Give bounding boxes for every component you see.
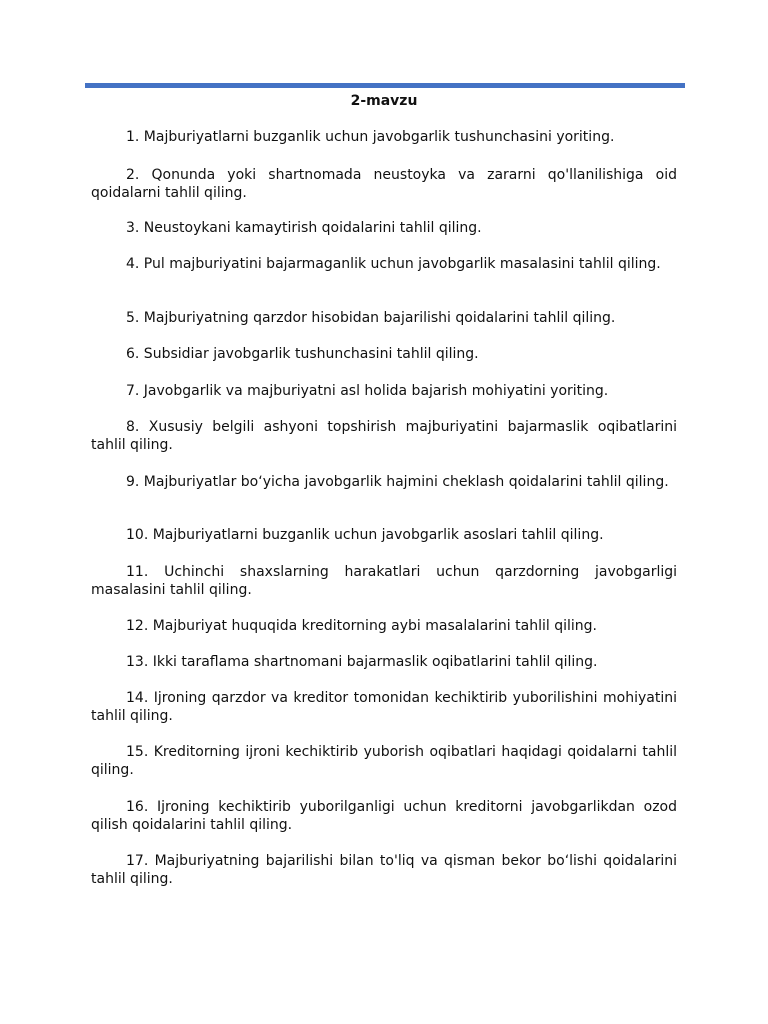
question-item: 5. Majburiyatning qarzdor hisobidan bajarilishi qoidalarini tahlil qiling. (126, 310, 616, 326)
question-item: 2. Qonunda yoki shartnomada neustoyka va zararni qo'llanilishiga oid qoidalarni tahlil qiling. (91, 167, 677, 201)
question-item: 14. Ijroning qarzdor va kreditor tomonidan kechiktirib yuborilishini mohiyatini tahlil qiling. (91, 690, 677, 724)
question-item: 8. Xususiy belgili ashyoni topshirish majburiyatini bajarmaslik oqibatlarini tahlil qiling. (91, 419, 677, 453)
question-item: 4. Pul majburiyatini bajarmaganlik uchun javobgarlik masalasini tahlil qiling. (126, 256, 661, 272)
question-item: 6. Subsidiar javobgarlik tushunchasini tahlil qiling. (126, 346, 479, 362)
question-item: 1. Majburiyatlarni buzganlik uchun javobgarlik tushunchasini yoriting. (126, 129, 615, 145)
question-item: 16. Ijroning kechiktirib yuborilganligi uchun kreditorni javobgarlikdan ozod qilish qoidalarini tahlil qiling. (91, 799, 677, 833)
question-item: 11. Uchinchi shaxslarning harakatlari uchun qarzdorning javobgarligi masalasini tahlil qiling. (91, 564, 677, 598)
question-item: 17. Majburiyatning bajarilishi bilan to'liq va qisman bekor bo‘lishi qoidalarini tahlil qiling. (91, 853, 677, 887)
question-item: 12. Majburiyat huquqida kreditorning aybi masalalarini tahlil qiling. (126, 618, 597, 634)
question-item: 3. Neustoykani kamaytirish qoidalarini tahlil qiling. (126, 220, 482, 236)
question-item: 15. Kreditorning ijroni kechiktirib yuborish oqibatlari haqidagi qoidalarni tahlil qiling. (91, 744, 677, 778)
question-item: 10. Majburiyatlarni buzganlik uchun javobgarlik asoslari tahlil qiling. (126, 527, 604, 543)
question-item: 13. Ikki taraflama shartnomani bajarmaslik oqibatlarini tahlil qiling. (126, 654, 598, 670)
question-item: 9. Majburiyatlar bo‘yicha javobgarlik hajmini cheklash qoidalarini tahlil qiling. (126, 474, 669, 490)
header-rule (85, 83, 685, 88)
document-title: 2-mavzu (350, 93, 418, 109)
question-item: 7. Javobgarlik va majburiyatni asl holida bajarish mohiyatini yoriting. (126, 383, 609, 399)
